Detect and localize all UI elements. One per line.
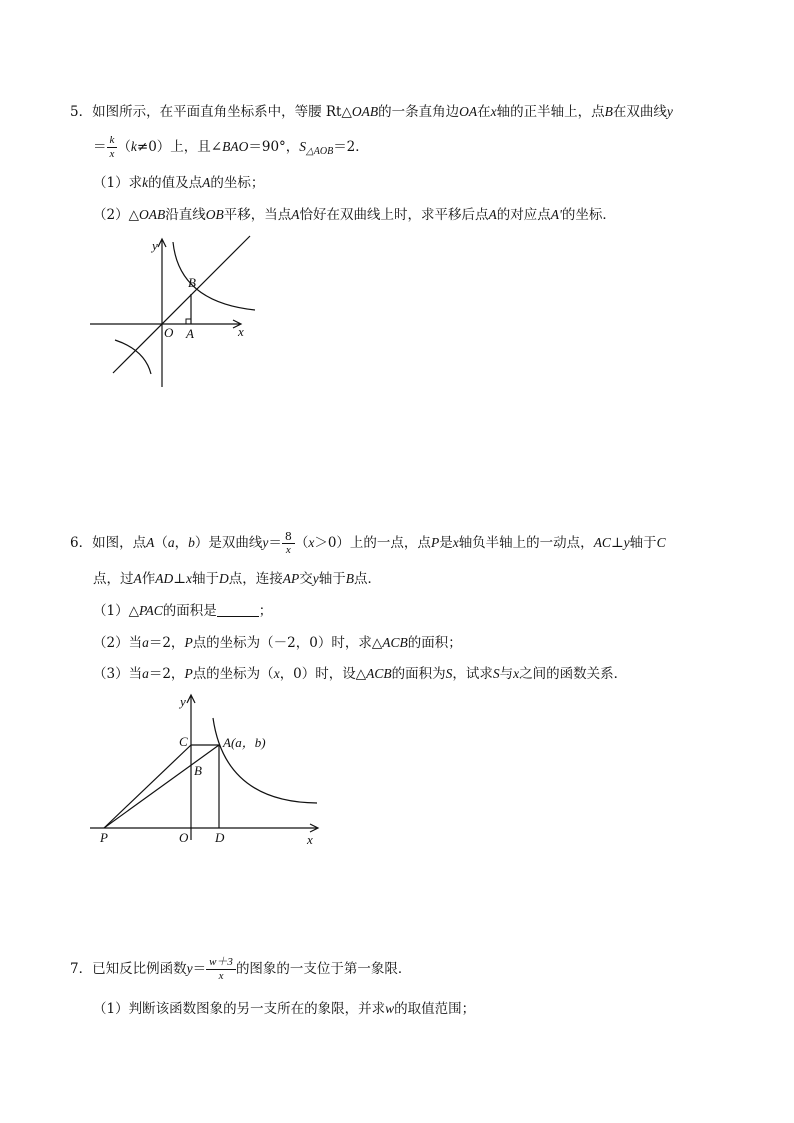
q5-part-1 [93,174,264,192]
text: 在 [477,104,491,120]
label-P: P [100,830,108,845]
math-var: ACB [366,666,392,681]
question-number: 7． [70,961,93,977]
text: 点． [353,571,381,587]
text: （1）△ [93,603,139,619]
text: 如图，点 [92,535,147,551]
math-var: ACB [382,635,408,650]
text: ）是双曲线 [194,535,263,551]
text: 轴于 [191,571,219,587]
text: 点，过 [93,571,134,587]
text: ⊥ [173,571,186,587]
math-var: OAB [138,207,166,222]
text: （1）判断该函数图象的另一支所在的象限，并求 [93,1001,386,1017]
text: 的面积； [407,635,462,651]
text: （2）△ [93,207,139,223]
label-x: x [307,832,313,847]
text: 如图所示，在平面直角坐标系中，等腰 Rt△ [92,104,352,120]
text: ＞0）上的一点，点 [314,535,431,551]
fraction-numerator: 8 [282,530,295,544]
math-var: S [299,139,307,154]
label-A: A [186,326,194,341]
text: （ [117,139,131,155]
math-var: A' [550,207,562,222]
hyperbola [213,718,317,803]
label-O: O [164,325,174,340]
fraction-denominator: x [285,544,291,556]
text: ＝90°， [248,139,300,155]
text: 的取值范围； [394,1001,476,1017]
answer-blank[interactable] [217,603,259,617]
text: ⊥ [610,535,624,551]
text: 的面积为 [391,666,446,682]
math-var: OAB [351,104,379,119]
text: ； [258,603,273,619]
text: ＝2， [148,666,185,682]
math-var: S [492,666,500,681]
text: ＝2， [148,635,185,651]
label-y: y [152,238,158,253]
right-angle-mark [186,319,191,324]
q6-part-3 [93,665,627,683]
text: 点，连接 [228,571,283,587]
math-var: y [262,535,269,550]
math-var: k [130,139,137,154]
math-var: a [167,535,175,550]
text: （ [154,535,168,551]
math-var: k [142,175,149,190]
hyperbola-branch-1 [173,242,255,310]
label-D: D [215,830,225,845]
q7-line-1 [70,955,411,983]
segment-pa [104,745,219,828]
text: 的坐标． [561,207,616,223]
q5-line-1 [70,103,673,121]
q5-part-2 [93,206,616,224]
math-var: BAO [222,139,249,154]
math-var: B [345,571,354,586]
label-O: O [179,830,189,845]
fraction-numerator: k [107,134,118,148]
fraction-numerator: w＋3 [206,956,236,970]
text: （ [294,535,309,551]
text: 交 [299,571,313,587]
text: 的对应点 [496,207,551,223]
text: 恰好在双曲线上时，求平移后点 [299,207,489,223]
label-B: B [188,275,196,290]
q6-part-1 [93,602,272,620]
math-var: P [184,635,193,650]
q5-line-2 [93,133,369,166]
text: 沿直线 [165,207,206,223]
math-var: AD [155,571,174,586]
fraction-denominator: x [218,970,224,982]
text: 的值及点 [148,175,203,191]
math-var: AP [282,571,300,586]
math-var: a [142,635,149,650]
fraction-w-plus-3-over-x [206,956,236,983]
text: 轴于 [318,571,346,587]
text: ＝ [192,961,207,977]
math-var: AC [593,535,611,550]
text: ＝ [268,535,282,551]
question-number: 5． [70,104,93,120]
text: ＝2． [333,139,369,155]
math-var: A [146,535,155,550]
text: 是 [439,535,453,551]
line-ob [113,236,250,373]
math-var: x [185,571,192,586]
math-var: y [623,535,630,550]
q7-part-1 [93,1000,475,1018]
text: 轴于 [629,535,657,551]
text: 的坐标； [210,175,265,191]
q6-part-2 [93,634,462,652]
math-var: x [308,535,315,550]
q5-figure [85,232,265,392]
text: ＝ [93,139,107,155]
text: 点的坐标为（－2，0）时，求△ [192,635,383,651]
text: 之间的函数关系． [519,666,628,682]
question-number: 6． [70,535,93,551]
math-var: y [186,961,193,976]
math-var: a [142,666,149,681]
math-var: C [656,535,666,550]
math-var: OB [205,207,224,222]
math-var: x [513,666,520,681]
math-var: OA [459,104,478,119]
math-var: x [273,666,280,681]
text: 与 [499,666,514,682]
text: （3）当 [93,666,143,682]
math-var: PAC [138,603,163,618]
fraction-8-over-x [282,530,295,557]
label-A: A(a，b) [223,735,266,750]
text: ，试求 [452,666,493,682]
hyperbola-branch-2 [115,340,151,374]
q6-figure [85,690,335,855]
math-var: y [666,104,673,119]
text: 作 [141,571,156,587]
math-var: w [385,1001,395,1016]
text: 的一条直角边 [378,104,460,120]
math-var: B [604,104,613,119]
fraction-denominator: x [109,148,115,160]
math-var: x [490,104,497,119]
math-var: P [184,666,193,681]
math-var: A [133,571,142,586]
subscript: △AOB [306,146,334,157]
text: 轴负半轴上的一动点， [458,535,594,551]
text: 点的坐标为（ [192,666,274,682]
math-var: A [291,207,300,222]
label-B: B [194,763,202,778]
math-var: y [312,571,319,586]
fraction-k-over-x [107,134,118,161]
text: ，0）时，设△ [279,666,367,682]
math-var: S [445,666,453,681]
math-var: A [488,207,497,222]
label-C: C [179,734,188,749]
label-y: y [180,694,186,709]
text: （1）求 [93,175,143,191]
segment-pc [104,745,191,828]
math-var: b [188,535,195,550]
text: 的面积是 [162,603,217,619]
q6-line-2 [93,570,381,588]
text: 在双曲线 [612,104,667,120]
text: 已知反比例函数 [92,961,187,977]
text: 的图象的一支位于第一象限． [235,961,412,977]
text: ， [174,535,189,551]
q6-line-1 [70,529,666,557]
text: ≠0）上，且∠ [136,139,223,155]
text: 轴的正半轴上，点 [496,104,605,120]
math-var: P [430,535,440,550]
text: 平移，当点 [223,207,292,223]
math-var: x [452,535,459,550]
text: （2）当 [93,635,143,651]
math-var: D [218,571,229,586]
math-var: A [202,175,211,190]
label-x: x [238,324,244,339]
